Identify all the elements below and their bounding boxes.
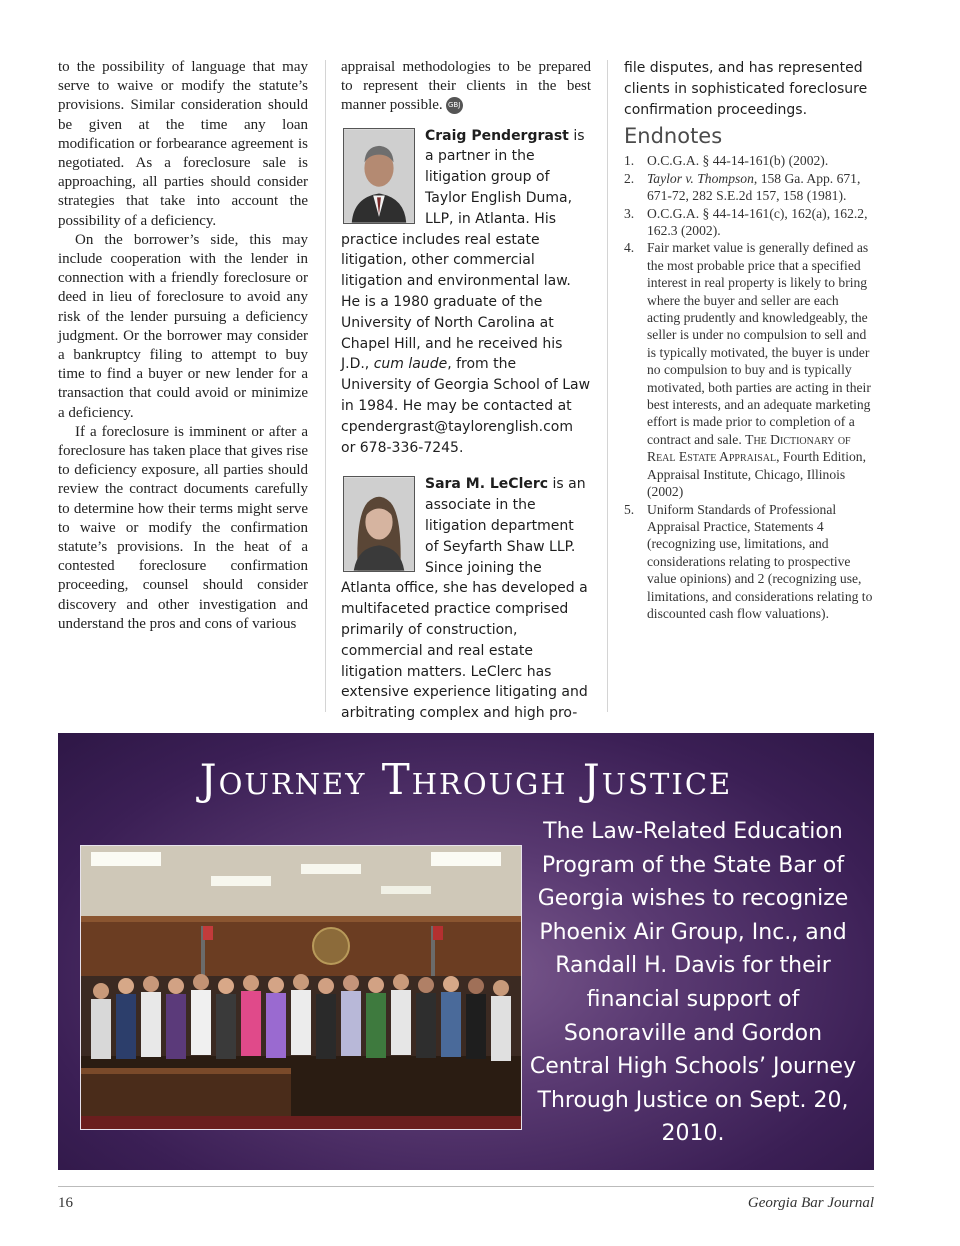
column-divider	[607, 60, 608, 712]
endnote-item: 2. Taylor v. Thompson, 158 Ga. App. 671, 671-72, 282 S.E.2d 157, 158 (1981).	[624, 170, 861, 204]
endnote-item: 5. Uniform Standards of Professional Appraisal Practice, Statements 4 (recognizing use, limitations, and considerations relating to prospective value opinions) and 2 (recognizing use, limitations, and considerations relating to discounted cash flow valuations).	[624, 501, 873, 621]
author-name: Sara M. LeClerc	[425, 476, 549, 493]
column-divider	[325, 60, 326, 712]
author-bio-leclerc	[341, 474, 591, 724]
endnotes-heading: Endnotes	[624, 124, 723, 149]
endnote-item: 4. Fair market value is generally defined as the most probable price that a specified interest in real property is likely to bring where the buyer and seller are each acting prudently and knowledgeably, the seller is under no compulsion to sell and is typically motivated, the buyer is under no compulsion to buy and is typically motivated, both parties are acting in their best interests, and an adequate marketing effort is made prior to completion of a contract and sale. The Dictionary of Real Estate Appraisal, Fourth Edition, Appraisal Institute, Chicago, Illinois (2002)	[624, 240, 871, 500]
body-text: appraisal methodologies to be prepared to represent their clients in the best manner possible.	[341, 59, 591, 114]
body-paragraph	[341, 58, 591, 116]
body-paragraph: If a foreclosure is imminent or after a foreclosure has taken place that gives rise to deficiency exposure, all parties should review the contract documents carefully to determine how their terms might serve to waive or modify the confirmation statute’s provisions. In the heat of a contested foreclosure confirmation proceeding, counsel should consider discovery and other investigation and understand the pros and cons of various	[58, 423, 308, 632]
endnote-item: 3. O.C.G.A. § 44-14-161(c), 162(a), 162.2, 162.3 (2002).	[624, 205, 868, 239]
article-column-3	[624, 58, 874, 622]
author-name: Craig Pendergrast	[425, 127, 569, 144]
author-photo-pendergrast	[343, 128, 415, 224]
endnote-item: 1. O.C.G.A. § 44-14-161(b) (2002).	[624, 153, 829, 169]
article-column-2	[341, 58, 591, 724]
article-column-1	[58, 58, 308, 634]
bio-text: is a partner in the litigation group of Taylor English Duma, LLP, in Atlanta. His practice includes real estate litigation, other commercial litigation and environmental law. He is a 1980 graduate of the University of North Carolina at Chapel Hill, and he received his J.D.,	[341, 127, 585, 373]
author-photo-leclerc	[343, 476, 415, 572]
bio-continuation: file disputes, and has represented clients in sophisticated foreclosure confirmation proceedings.	[624, 60, 868, 118]
bio-text: , from the University of Georgia School of Law in 1984. He may be contacted at cpendergrast@taylorenglish.com or 678-336-7245.	[341, 356, 591, 456]
bio-text: is an associate in the litigation department of Seyfarth Shaw LLP. Since joining the Atlanta office, she has developed a multifaceted practice comprised primarily of construction, commercial and real estate litigation matters. LeClerc has extensive experience litigating and arbitrating complex and high pro-	[341, 476, 588, 722]
journey-through-justice-banner	[58, 733, 874, 1170]
gbj-end-mark-icon: GBJ	[446, 97, 463, 114]
courtroom-group-photo-image	[81, 846, 521, 1129]
page-number: 16	[58, 1195, 73, 1211]
author-bio-pendergrast	[341, 126, 591, 459]
body-paragraph: to the possibility of language that may serve to waive or modify the statute’s provisions. Similar consideration should be given at the time any loan modification or forbearance agreement is negotiated. As a foreclosure sale is approaching, all parties should consider strategies that take into account the possibility of a deficiency.	[58, 59, 308, 229]
banner-message: The Law-Related Education Program of the State Bar of Georgia wishes to recognize Phoenix Air Group, Inc., and Randall H. Davis for their financial support of Sonoraville and Gordon Central High Schools’ Journey Through Justice on Sept. 20, 2010.	[529, 819, 857, 1147]
footer-divider	[58, 1186, 874, 1187]
bio-honor: cum laude	[373, 356, 448, 373]
group-photo	[80, 845, 522, 1130]
banner-title: Journey Through Justice	[199, 755, 733, 804]
body-paragraph: On the borrower’s side, this may include cooperation with the lender in connection with a friendly foreclosure or deed in lieu of foreclosure to avoid any risk of the lender pursuing a deficiency judgment. Or the borrower may consider a bankruptcy filing to attempt to buy time to find a buyer or new lender for a transaction that could avoid or minimize a deficiency.	[58, 231, 308, 421]
endnotes-list	[624, 152, 874, 622]
journal-name: Georgia Bar Journal	[747, 1195, 874, 1211]
